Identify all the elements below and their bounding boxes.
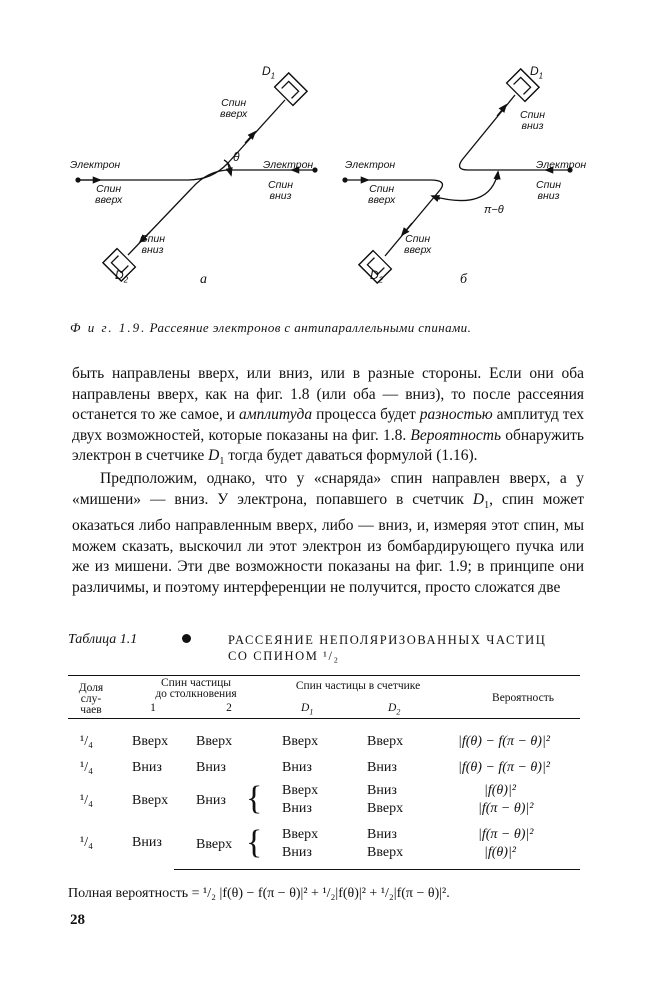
th-probability: Вероятность xyxy=(492,692,554,704)
fig-label-text: Спин xyxy=(536,179,561,191)
row4-prob-b: |f(θ)|² xyxy=(484,845,516,860)
row3-prob-b: |f(π − θ)|² xyxy=(478,801,534,816)
para-text: амплитуд тех двух возможностей, которые показаны на фиг. 1.8. xyxy=(72,406,584,444)
th-spin-counter: Спин частицы в счетчике xyxy=(295,680,421,692)
row2-p1: Вниз xyxy=(132,760,162,775)
fig-right-angle: π−θ xyxy=(484,204,504,216)
row4-d2a: Вниз xyxy=(367,827,397,842)
table-header-rule xyxy=(68,718,580,719)
th-text: слу- xyxy=(80,693,102,705)
para-text: тогда будет даваться формулой (1.16). xyxy=(224,447,478,465)
row4-p2: Вверх xyxy=(196,837,233,852)
th-d2 xyxy=(388,702,400,718)
row4-d1b: Вниз xyxy=(282,845,312,860)
fig-right-electron-in: Электрон xyxy=(345,159,396,171)
para-symbol: D xyxy=(208,447,220,465)
fig-label-text: Спин xyxy=(96,183,122,195)
row1-d2: Вверх xyxy=(367,734,404,749)
fig-right-spin-down xyxy=(536,180,561,202)
th-d1 xyxy=(301,702,313,718)
figure-right-panel xyxy=(342,69,572,283)
fig-label-sub: 2 xyxy=(123,275,129,285)
total-probability: Полная вероятность = ¹/₂ |f(θ) − f(π − θ)|² + ¹/₂|f(θ)|² + ¹/₂|f(π − θ)|². xyxy=(68,886,450,901)
fig-label-text: D xyxy=(262,64,271,78)
fig-label-sub: 1 xyxy=(538,71,544,81)
fig-label-text: Спин xyxy=(520,109,545,121)
row3-p2: Вниз xyxy=(196,793,226,808)
detector-d1-icon xyxy=(275,73,308,106)
figure-caption xyxy=(70,320,590,336)
fig-right-d2-label xyxy=(370,270,383,285)
row4-d2b: Вверх xyxy=(367,845,404,860)
fig-right-d1-spin xyxy=(520,110,545,132)
fig-label-text: Спин xyxy=(268,179,293,191)
fig-right-electron-right: Электрон xyxy=(536,159,587,171)
fig-left-d2-label xyxy=(115,270,128,285)
fig-label-text: вверх xyxy=(404,244,432,256)
para-subscript: 1 xyxy=(484,499,490,511)
fig-left-d1-spin xyxy=(220,98,247,120)
fig-label-text: вверх xyxy=(95,194,123,206)
body-paragraph-2 xyxy=(72,469,584,599)
fig-label-text: вверх xyxy=(220,108,248,120)
th-text: до столкновения xyxy=(155,688,237,700)
fig-left-electron-in: Электрон xyxy=(70,159,121,171)
table-label: Таблица 1.1 xyxy=(68,632,138,647)
th-text: чаев xyxy=(80,704,102,716)
th-sub: 2 xyxy=(396,707,401,717)
row1-p1: Вверх xyxy=(132,734,169,749)
para-text: быть направлены вверх, или вниз, или в разные стороны. Если они оба направлены вверх, как на фиг. 1.8 (или оба — вниз), то после рассеяния останется то же самое, и xyxy=(72,365,584,424)
table-bottom-rule xyxy=(174,869,580,870)
table-top-rule xyxy=(68,675,580,676)
fig-label-text: Спин xyxy=(221,97,247,109)
brace-icon: { xyxy=(246,824,263,861)
fig-right-d1-label xyxy=(530,66,543,81)
para-symbol: D xyxy=(472,490,485,508)
fig-label-text: вверх xyxy=(368,194,396,206)
para-emphasis: амплитуда xyxy=(239,406,313,424)
fig-label-text: D xyxy=(530,64,539,78)
th-col2: 2 xyxy=(226,702,232,714)
para-emphasis: разностью xyxy=(419,406,493,424)
arrow-to-d1 xyxy=(245,132,255,143)
row3-d2a: Вниз xyxy=(367,783,397,798)
fig-left-electron-right: Электрон xyxy=(263,159,314,171)
th-text: D xyxy=(388,702,397,714)
table-title xyxy=(228,632,568,664)
fig-label-text: вниз xyxy=(269,190,292,202)
para-text: Предположим, однако, что у «снаряда» спин направлен вверх, а у «мишени» — вниз. У электрона, попавшего в счетчик xyxy=(72,470,584,508)
fig-left-d2-spin xyxy=(140,234,165,256)
fig-label-text: Спин xyxy=(140,233,165,245)
th-text: Доля xyxy=(78,682,104,694)
fig-left-theta: θ xyxy=(233,150,240,164)
row3-d2b: Вверх xyxy=(367,801,404,816)
para-text: процесса будет xyxy=(312,406,420,424)
brace-icon: { xyxy=(246,780,263,817)
fig-right-spin-up xyxy=(368,184,395,206)
fig-label-text: Спин xyxy=(369,183,395,195)
row2-d2: Вниз xyxy=(367,760,397,775)
fig-label-text: D xyxy=(115,268,124,282)
th-sub: 1 xyxy=(309,707,314,717)
row4-share: ¹/₄ xyxy=(80,835,93,850)
para-emphasis: Вероятность xyxy=(410,426,502,444)
fig-left-d1-label xyxy=(262,66,275,81)
fig-left-spin-down xyxy=(268,180,293,202)
fig-label-text: Спин xyxy=(405,233,431,245)
fig-right-d2-spin xyxy=(404,234,431,256)
fig-left-spin-up xyxy=(95,184,122,206)
row4-p1: Вниз xyxy=(132,835,162,850)
row3-p1: Вверх xyxy=(132,793,169,808)
table-title-line: СО СПИНОМ ¹/₂ xyxy=(228,649,340,663)
row1-share: ¹/₄ xyxy=(80,734,93,749)
figure-left-panel xyxy=(75,73,317,281)
row2-p2: Вниз xyxy=(196,760,226,775)
row4-prob-a: |f(π − θ)|² xyxy=(478,827,534,842)
th-share xyxy=(68,683,114,716)
fig-left-panel-letter: а xyxy=(200,272,207,287)
table-title-line: РАССЕЯНИЕ НЕПОЛЯРИЗОВАННЫХ ЧАСТИЦ xyxy=(228,633,547,647)
row2-share: ¹/₄ xyxy=(80,760,93,775)
fig-label-text: вниз xyxy=(141,244,164,256)
para-text: обнаружить электрон в счетчике xyxy=(72,426,584,465)
th-col1: 1 xyxy=(150,702,156,714)
row3-d1b: Вниз xyxy=(282,801,312,816)
row1-prob: |f(θ) − f(π − θ)|² xyxy=(458,734,550,749)
para-subscript: 1 xyxy=(219,456,225,468)
fig-label-text: D xyxy=(370,268,379,282)
bullet-icon xyxy=(182,634,191,643)
caption-lead: Ф и г. 1.9. xyxy=(70,320,147,335)
body-paragraph-1 xyxy=(72,364,584,473)
para-text: , спин может оказаться либо направленным вверх, либо — вниз, и, измеряя этот спин, мы можем сказать, выскочил ли этот электрон из бомбардирующего пучка или же из мишени. Эти две возможности показаны на фиг. 1.9; в принципе они различимы, и поэтому интерференции не получится, просто сложатся две xyxy=(72,490,584,597)
fig-right-panel-letter: б xyxy=(460,272,468,287)
th-spin-before xyxy=(136,678,256,700)
fig-label-text: вниз xyxy=(537,190,560,202)
row4-d1a: Вверх xyxy=(282,827,319,842)
row3-prob-a: |f(θ)|² xyxy=(484,783,516,798)
figure-1-9 xyxy=(0,0,645,300)
caption-text: Рассеяние электронов с антипараллельными спинами. xyxy=(149,320,472,335)
page-number: 28 xyxy=(70,912,85,928)
row3-d1a: Вверх xyxy=(282,783,319,798)
th-text: D xyxy=(301,702,310,714)
fig-label-sub: 2 xyxy=(378,275,384,285)
row3-share: ¹/₄ xyxy=(80,793,93,808)
row1-d1: Вверх xyxy=(282,734,319,749)
row2-d1: Вниз xyxy=(282,760,312,775)
th-text: Спин частицы xyxy=(160,677,232,689)
fig-label-sub: 1 xyxy=(270,71,276,81)
row2-prob: |f(θ) − f(π − θ)|² xyxy=(458,760,550,775)
fig-label-text: вниз xyxy=(521,120,544,132)
row1-p2: Вверх xyxy=(196,734,233,749)
